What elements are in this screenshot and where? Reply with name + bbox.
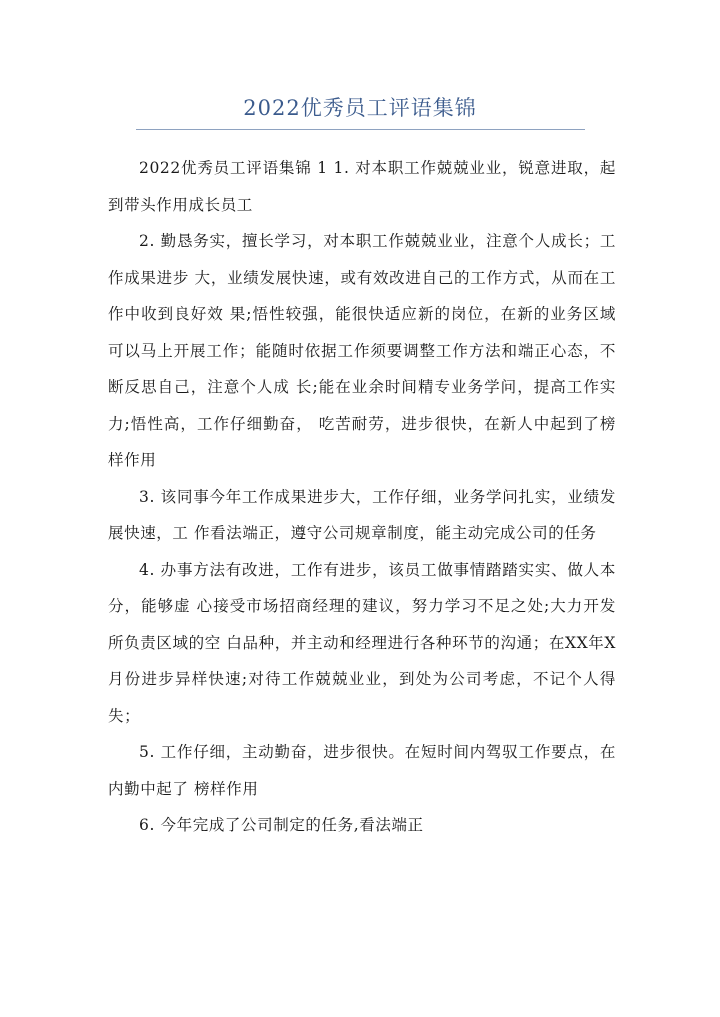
paragraph-1: 2022优秀员工评语集锦 1 1. 对本职工作兢兢业业，锐意进取，起到带头作用成长员工 <box>108 159 616 214</box>
title-divider <box>136 129 585 130</box>
paragraph-4: 4. 办事方法有改进，工作有进步，该员工做事情踏踏实实、做人本分，能够虚 心接受市场招商经理的建议，努力学习不足之处;大力开发所负责区域的空 白品种，并主动和经理进行各种环节的沟通；在XX年X月份进步异样快速;对待工作兢兢业业，到处为公司考虑，不记个人得失； <box>108 560 616 725</box>
paragraph-3: 3. 该同事今年工作成果进步大，工作仔细，业务学问扎实，业绩发展快速，工 作看法端正，遵守公司规章制度，能主动完成公司的任务 <box>108 487 616 542</box>
paragraph-5: 5. 工作仔细，主动勤奋，进步很快。在短时间内驾驭工作要点，在内勤中起了 榜样作用 <box>108 743 616 798</box>
document-body <box>108 150 616 844</box>
paragraph-6: 6. 今年完成了公司制定的任务,看法端正 <box>139 816 424 834</box>
document-title: 2022优秀员工评语集锦 <box>243 96 477 120</box>
paragraph-2: 2. 勤恳务实，擅长学习，对本职工作兢兢业业，注意个人成长；工作成果进步 大，业绩发展快速，或有效改进自己的工作方式，从而在工作中收到良好效 果;悟性较强，能很快适应新的岗位，在新的业务区域可以马上开展工作；能随时依据工作须要调整工作方法和端正心态，不断反思自己，注意个人成 长;能在业余时间精专业务学问，提高工作实力;悟性高，工作仔细勤奋， 吃苦耐劳，进步很快，在新人中起到了榜样作用 <box>108 232 616 469</box>
